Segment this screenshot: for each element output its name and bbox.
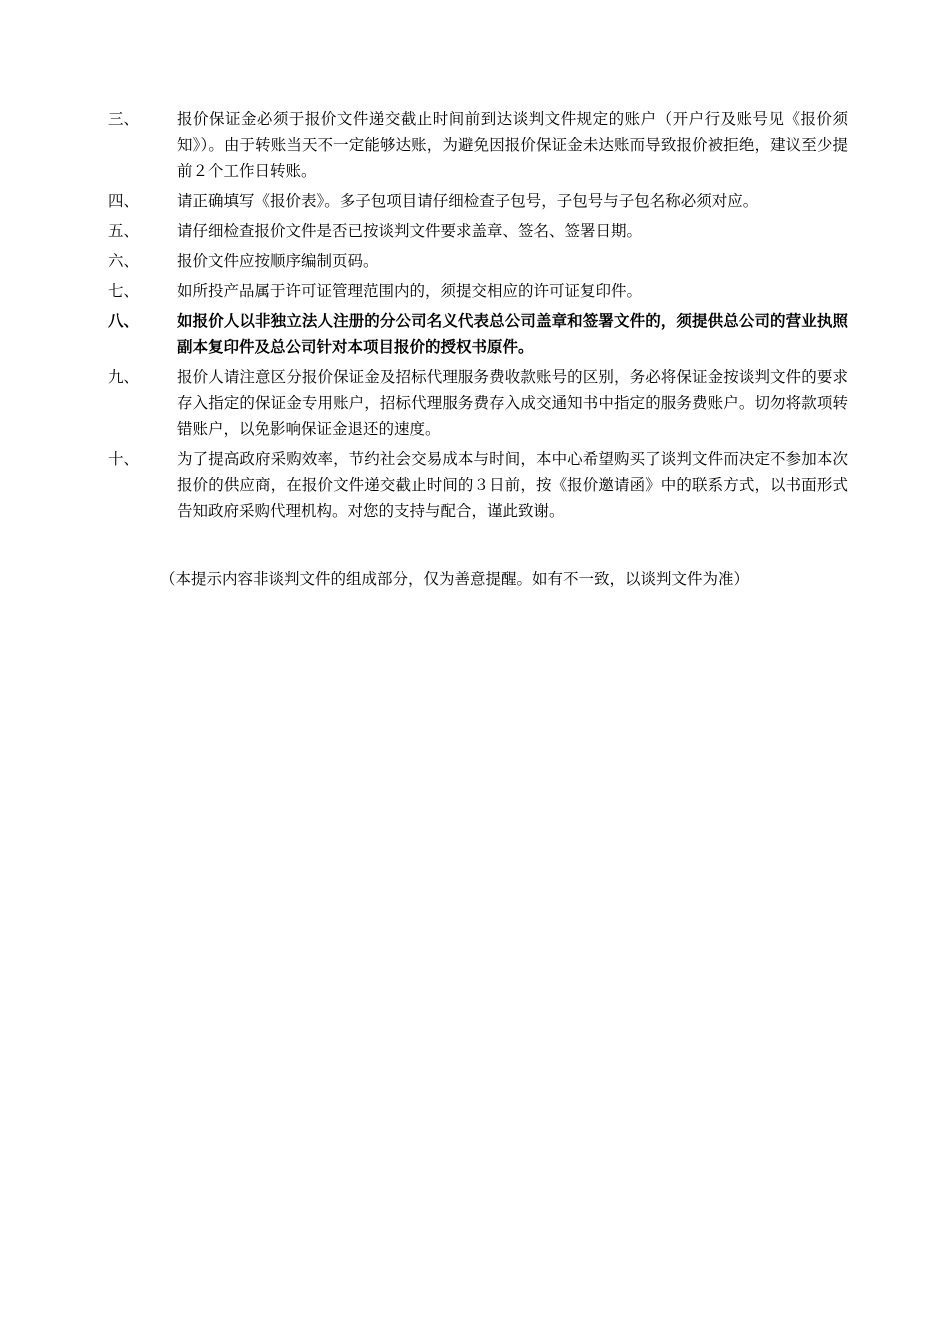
notice-item-text: 如所投产品属于许可证管理范围内的，须提交相应的许可证复印件。: [177, 282, 643, 300]
notice-item-number: 八、: [108, 311, 140, 330]
notice-item-number: 十、: [108, 450, 140, 468]
notice-item-text: 报价文件应按顺序编制页码。: [177, 252, 379, 270]
notice-item-4: [108, 188, 848, 214]
notice-item-number: 七、: [108, 282, 140, 300]
notice-item-text: 请正确填写《报价表》。多子包项目请仔细检查子包号，子包号与子包名称必须对应。: [177, 192, 759, 210]
notice-item-text: 如报价人以非独立法人注册的分公司名义代表总公司盖章和签署文件的，须提供总公司的营业执照副本复印件及总公司针对本项目报价的授权书原件。: [177, 311, 848, 356]
notice-item-6: [108, 248, 848, 274]
notice-item-number: 四、: [108, 192, 140, 210]
notice-item-text: 报价保证金必须于报价文件递交截止时间前到达谈判文件规定的账户（开户行及账号见《报价须知》）。由于转账当天不一定能够达账，为避免因报价保证金未达账而导致报价被拒绝，建议至少提前２个工作日转账。: [177, 110, 848, 180]
notice-item-9: [108, 364, 848, 442]
notice-item-number: 九、: [108, 368, 140, 386]
notice-item-number: 三、: [108, 110, 140, 128]
disclaimer-note: （本提示内容非谈判文件的组成部分，仅为善意提醒。如有不一致，以谈判文件为准）: [160, 570, 750, 588]
notice-item-7: [108, 278, 848, 304]
notice-item-text: 为了提高政府采购效率，节约社会交易成本与时间，本中心希望购买了谈判文件而决定不参加本次报价的供应商，在报价文件递交截止时间的３日前，按《报价邀请函》中的联系方式，以书面形式告知政府采购代理机构。对您的支持与配合，谨此致谢。: [177, 450, 848, 520]
notice-item-5: [108, 218, 848, 244]
notice-item-10: [108, 446, 848, 524]
notice-item-number: 五、: [108, 222, 140, 240]
notice-item-text: 请仔细检查报价文件是否已按谈判文件要求盖章、签名、签署日期。: [177, 222, 643, 240]
notice-item-8: [108, 308, 848, 360]
notice-item-3: [108, 106, 848, 184]
notice-list: [108, 106, 848, 528]
notice-item-text: 报价人请注意区分报价保证金及招标代理服务费收款账号的区别，务必将保证金按谈判文件的要求存入指定的保证金专用账户，招标代理服务费存入成交通知书中指定的服务费账户。切勿将款项转错账户，以免影响保证金退还的速度。: [177, 368, 848, 438]
notice-item-number: 六、: [108, 252, 140, 270]
